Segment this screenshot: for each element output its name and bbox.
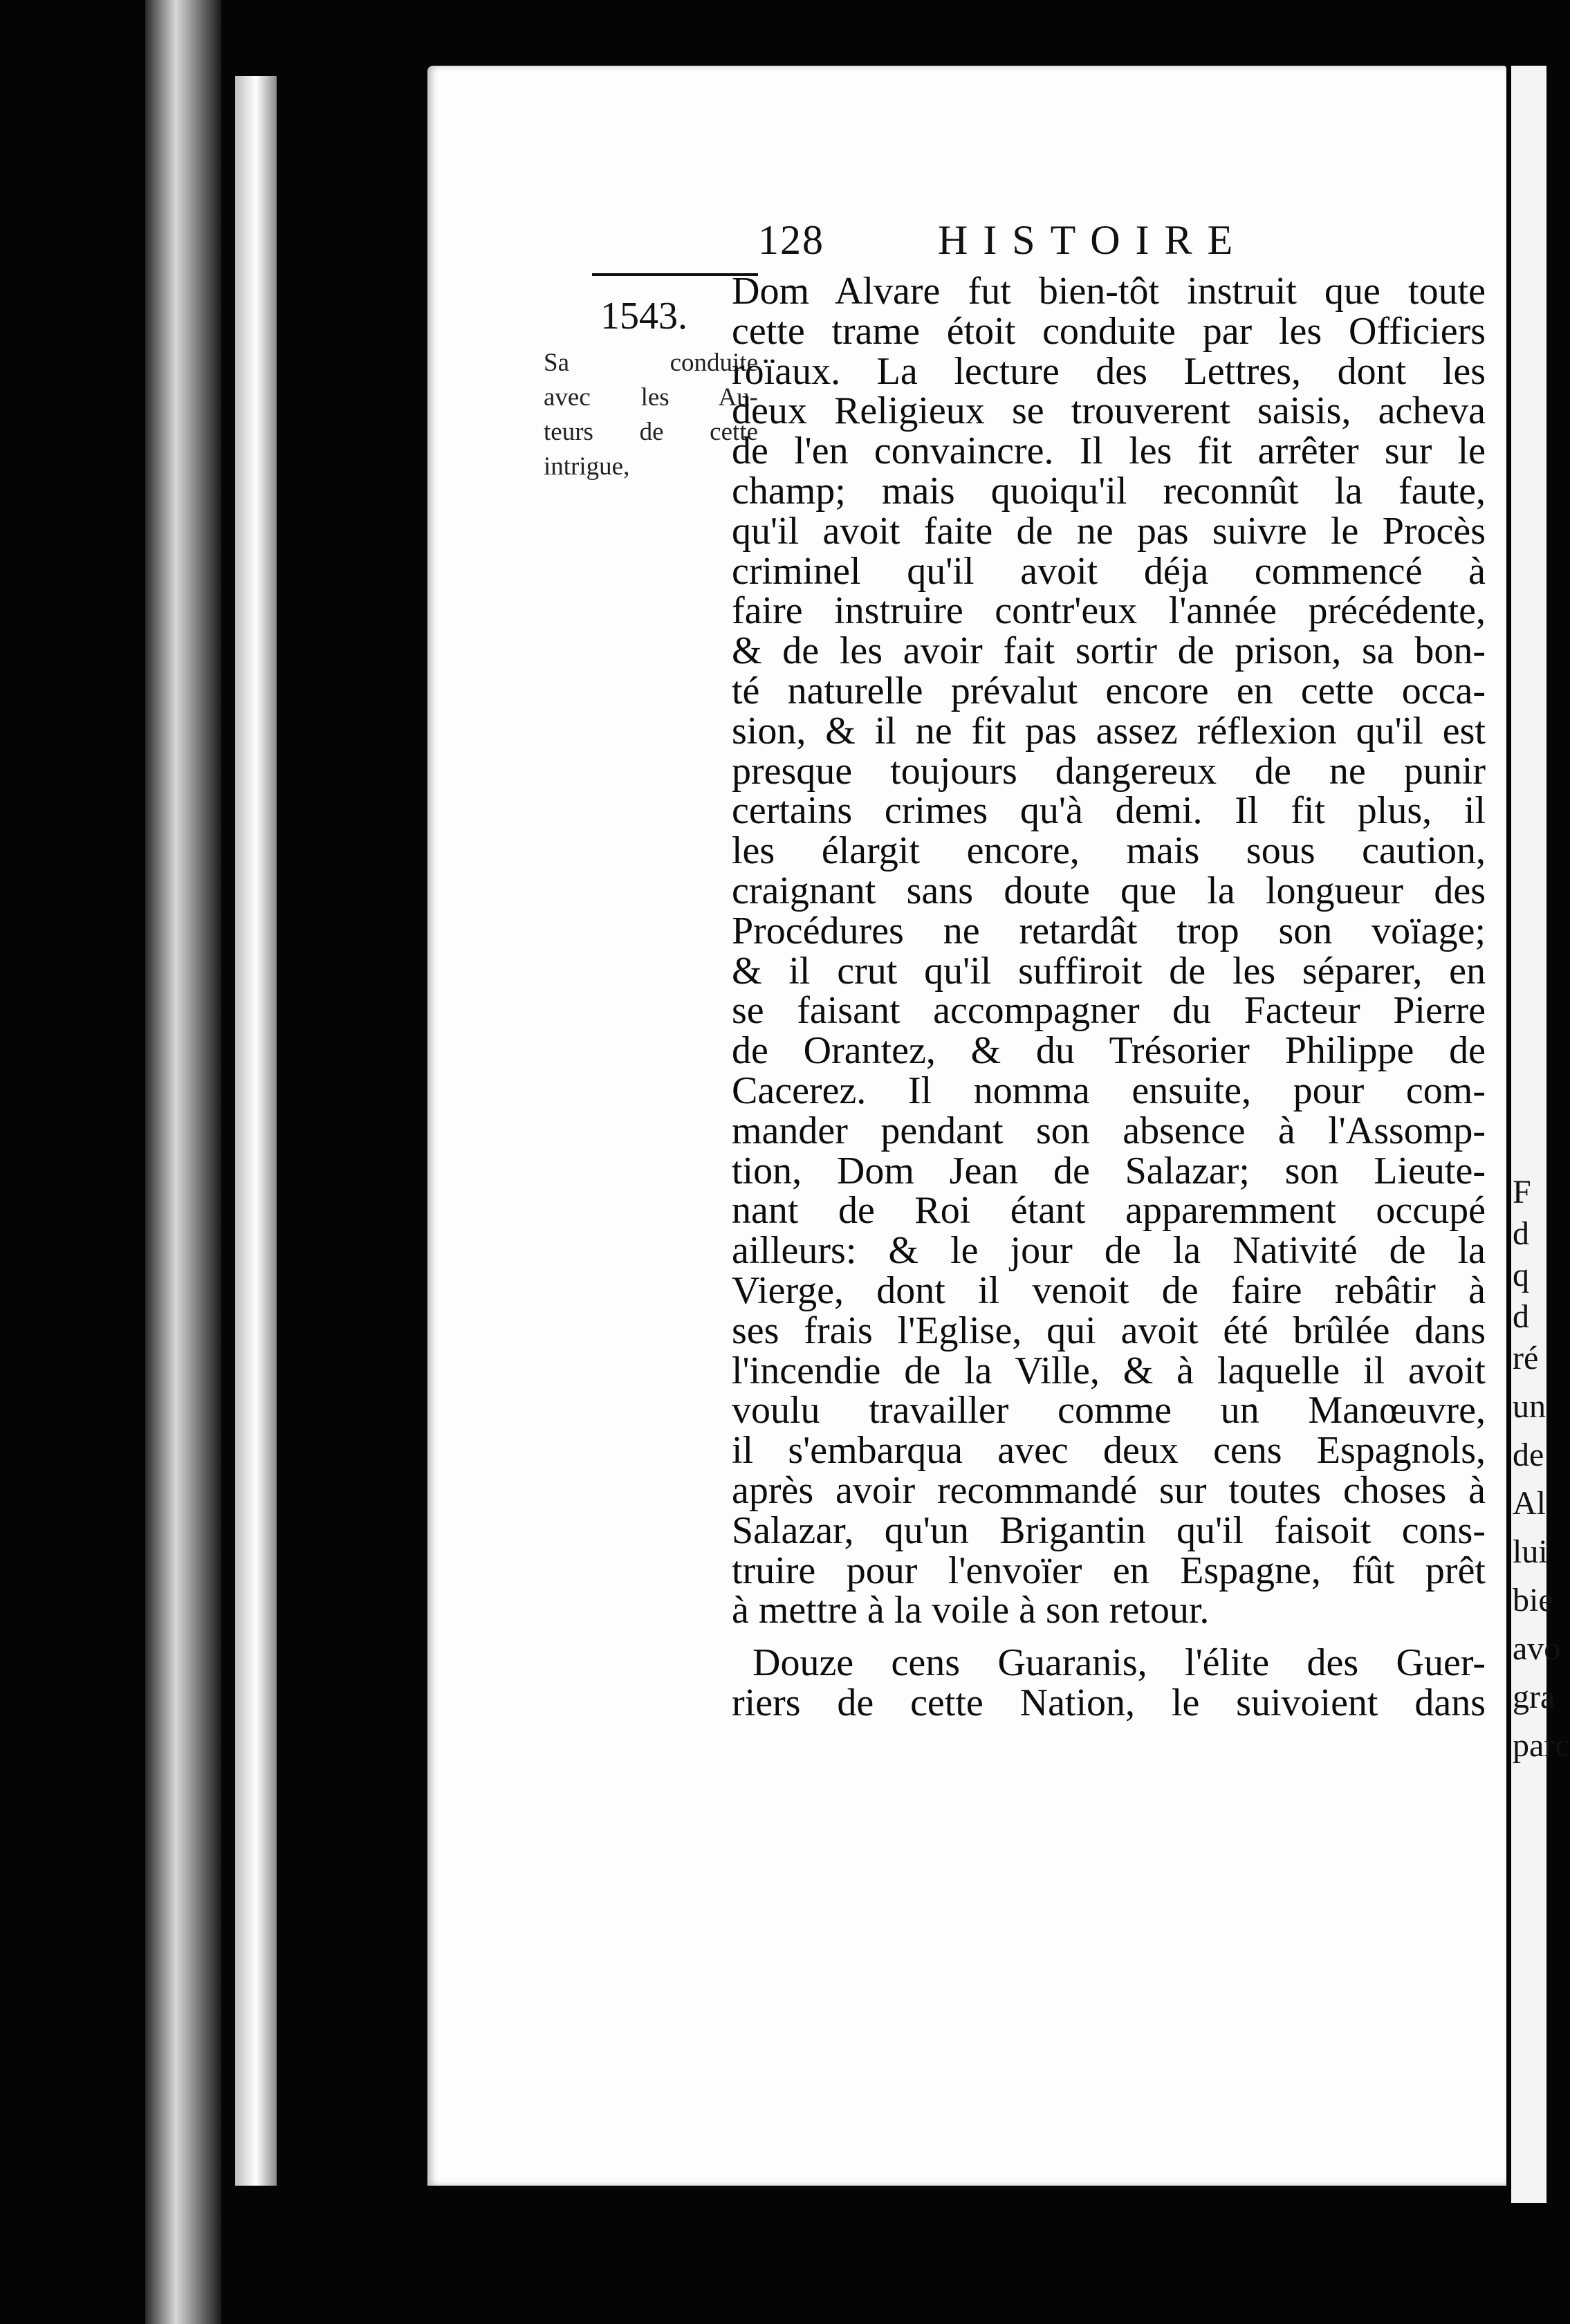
- facing-page-fragment: F: [1513, 1174, 1531, 1210]
- facing-page-fragment: Al: [1513, 1485, 1546, 1522]
- text-line: après avoir recommandé sur toutes choses à: [732, 1468, 1486, 1512]
- facing-page-fragment: avo: [1513, 1630, 1561, 1667]
- facing-page-fragment: ré: [1513, 1340, 1539, 1376]
- facing-page-fragment: d: [1513, 1215, 1529, 1252]
- book-edge-left: [145, 0, 221, 2324]
- text-line: voulu travailler comme un Manœuvre,: [732, 1389, 1486, 1432]
- page-number: 128: [758, 217, 824, 263]
- paragraph: [732, 1643, 1486, 1724]
- text-line: ailleurs: & le jour de la Nativité de la: [732, 1229, 1486, 1273]
- text-line: Cacerez. Il nomma ensuite, pour com-: [732, 1069, 1486, 1112]
- text-line: se faisant accompagner du Facteur Pierre: [732, 989, 1486, 1033]
- text-line: cette trame étoit conduite par les Officiers: [732, 309, 1486, 353]
- facing-page-fragment: de: [1513, 1437, 1544, 1473]
- facing-page-fragment: lui: [1513, 1533, 1548, 1570]
- text-line: & il crut qu'il suffiroit de les séparer, en: [732, 949, 1486, 993]
- text-line: qu'il avoit faite de ne pas suivre le Procès: [732, 509, 1486, 553]
- text-line: & de les avoir fait sortir de prison, sa bon-: [732, 629, 1486, 673]
- margin-note-line: intrigue,: [544, 452, 630, 481]
- body-text: [732, 272, 1486, 1724]
- margin-note-line: Sa conduite: [544, 349, 758, 377]
- facing-page-fragment: d: [1513, 1298, 1529, 1335]
- text-line: riers de cette Nation, le suivoient dans: [732, 1681, 1486, 1724]
- facing-page-fragment: q: [1513, 1257, 1529, 1293]
- margin-note-line: teurs de cette: [544, 418, 758, 446]
- text-line: mander pendant son absence à l'Assomp-: [732, 1109, 1486, 1152]
- book-page: [427, 66, 1506, 2186]
- text-line: l'incendie de la Ville, & à laquelle il avoit: [732, 1349, 1486, 1392]
- text-line: champ; mais quoiqu'il reconnût la faute,: [732, 469, 1486, 513]
- text-line: ses frais l'Eglise, qui avoit été brûlée dans: [732, 1309, 1486, 1352]
- text-line: les élargit encore, mais sous caution,: [732, 829, 1486, 873]
- facing-page-fragment: un: [1513, 1388, 1546, 1425]
- text-line: certains crimes qu'à demi. Il fit plus, il: [732, 789, 1486, 833]
- text-line: faire instruire contr'eux l'année précédente,: [732, 589, 1486, 633]
- text-line: roïaux. La lecture des Lettres, dont les: [732, 349, 1486, 393]
- text-line: criminel qu'il avoit déja commencé à: [732, 549, 1486, 593]
- text-line: craignant sans doute que la longueur des: [732, 869, 1486, 912]
- text-line: Salazar, qu'un Brigantin qu'il faisoit cons-: [732, 1509, 1486, 1552]
- text-line: de Orantez, & du Trésorier Philippe de: [732, 1029, 1486, 1073]
- text-line: Dom Alvare fut bien-tôt instruit que toute: [732, 270, 1486, 313]
- text-line: Douze cens Guaranis, l'élite des Guer-: [752, 1641, 1486, 1685]
- facing-page-fragment: gra: [1513, 1679, 1555, 1715]
- running-head: HISTOIRE: [938, 217, 1248, 263]
- text-line: Procédures ne retardât trop son voïage;: [732, 909, 1486, 952]
- facing-page-fragment: parc: [1513, 1727, 1570, 1764]
- facing-page-fragment: bie: [1513, 1582, 1553, 1618]
- text-line: Vierge, dont il venoit de faire rebâtir à: [732, 1269, 1486, 1312]
- text-line: sion, & il ne fit pas assez réflexion qu'il est: [732, 709, 1486, 753]
- text-line: il s'embarqua avec deux cens Espagnols,: [732, 1429, 1486, 1473]
- margin-note-line: avec les Au-: [544, 383, 758, 412]
- margin-year: 1543.: [600, 295, 687, 338]
- facing-page-edge: [1511, 66, 1570, 2203]
- text-line: té naturelle prévalut encore en cette occa-: [732, 669, 1486, 712]
- book-edge-fore: [235, 76, 277, 2186]
- text-line: deux Religieux se trouverent saisis, acheva: [732, 389, 1486, 433]
- margin-note: [544, 346, 758, 484]
- text-line: à mettre à la voile à son retour.: [732, 1589, 1210, 1632]
- text-line: presque toujours dangereux de ne punir: [732, 749, 1486, 793]
- text-line: truire pour l'envoïer en Espagne, fût prêt: [732, 1549, 1486, 1592]
- text-line: de l'en convaincre. Il les fit arrêter sur le: [732, 430, 1486, 473]
- text-line: nant de Roi étant apparemment occupé: [732, 1189, 1486, 1233]
- text-line: tion, Dom Jean de Salazar; son Lieute-: [732, 1149, 1486, 1192]
- paragraph: [732, 272, 1486, 1631]
